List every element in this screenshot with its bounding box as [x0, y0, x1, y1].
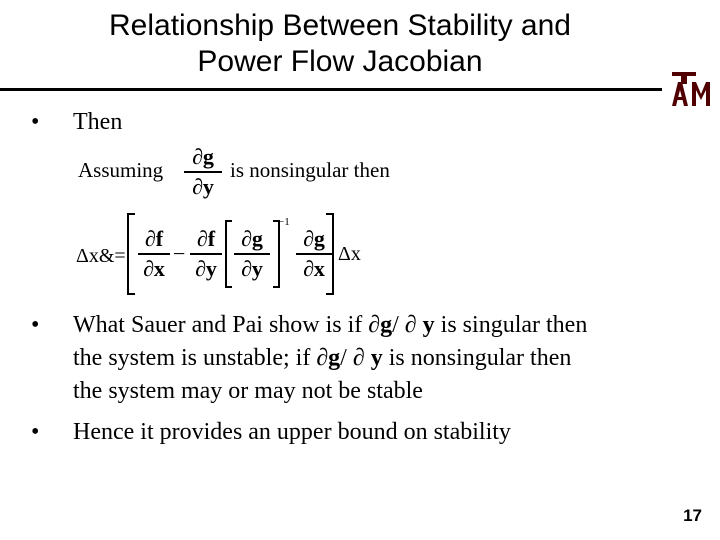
text-segment: is nonsingular then — [382, 345, 572, 371]
university-logo — [672, 72, 712, 108]
fraction-denominator: ∂y — [192, 174, 214, 199]
text-segment: is singular then — [434, 312, 588, 338]
bullet-marker: • — [31, 419, 40, 445]
fraction-bar — [190, 253, 222, 255]
line-1 — [73, 309, 587, 342]
fraction-df-dy — [190, 226, 222, 282]
outer-right-bracket — [325, 213, 335, 295]
inner-right-bracket — [272, 220, 281, 288]
math-dg: ∂g — [368, 312, 393, 338]
line-2 — [73, 342, 587, 375]
fraction-numerator: ∂f — [144, 226, 164, 251]
title-line-2: Power Flow Jacobian — [197, 45, 483, 78]
inverse-exponent: −1 — [278, 216, 290, 228]
bullet-sauer-pai — [31, 309, 691, 409]
bullet-marker: • — [31, 312, 40, 338]
fraction-bar — [184, 171, 222, 173]
fraction-numerator: ∂g — [241, 226, 263, 251]
bullet-upper-bound — [31, 416, 691, 449]
bullet-marker: • — [31, 109, 40, 135]
fraction-numerator: ∂f — [196, 226, 216, 251]
minus-sign: − — [173, 241, 186, 266]
lhs-delta-x: Δx&= — [76, 245, 126, 267]
nonsingular-text: is nonsingular then — [230, 158, 390, 182]
fraction-bar — [138, 253, 170, 255]
line-3: the system may or may not be stable — [73, 378, 423, 404]
fraction-bar — [234, 253, 270, 255]
fraction-numerator: ∂g — [192, 144, 214, 169]
title-underline — [0, 88, 662, 91]
fraction-denominator: ∂y — [241, 256, 263, 281]
bullet-upper-bound-text: Hence it provides an upper bound on stability — [73, 419, 511, 445]
fraction-dg-dy-inverse — [234, 226, 270, 282]
fraction-numerator: ∂g — [303, 226, 325, 251]
rhs-delta-x: Δx — [338, 243, 361, 265]
math-dg: ∂g — [316, 345, 341, 371]
assuming-text: Assuming — [78, 158, 164, 182]
math-y: y — [422, 312, 435, 338]
page-number: 17 — [683, 506, 702, 525]
bullet-sauer-pai-text — [73, 309, 587, 408]
fraction-denominator: ∂x — [143, 256, 165, 281]
fraction-dg-dy — [184, 144, 222, 200]
bullet-then — [31, 106, 331, 139]
math-slash: / ∂ — [340, 345, 371, 371]
inner-left-bracket — [224, 220, 233, 288]
title-line-1: Relationship Between Stability and — [109, 9, 571, 42]
text-segment: the system is unstable; if — [73, 345, 317, 371]
text-segment: What Sauer and Pai show is if — [73, 312, 369, 338]
slide-title — [20, 8, 660, 80]
bullet-then-text: Then — [73, 109, 123, 135]
math-y: y — [370, 345, 383, 371]
outer-left-bracket — [126, 213, 136, 295]
fraction-denominator: ∂x — [303, 256, 325, 281]
math-slash: / ∂ — [392, 312, 423, 338]
fraction-df-dx — [138, 226, 170, 282]
fraction-denominator: ∂y — [195, 256, 217, 281]
